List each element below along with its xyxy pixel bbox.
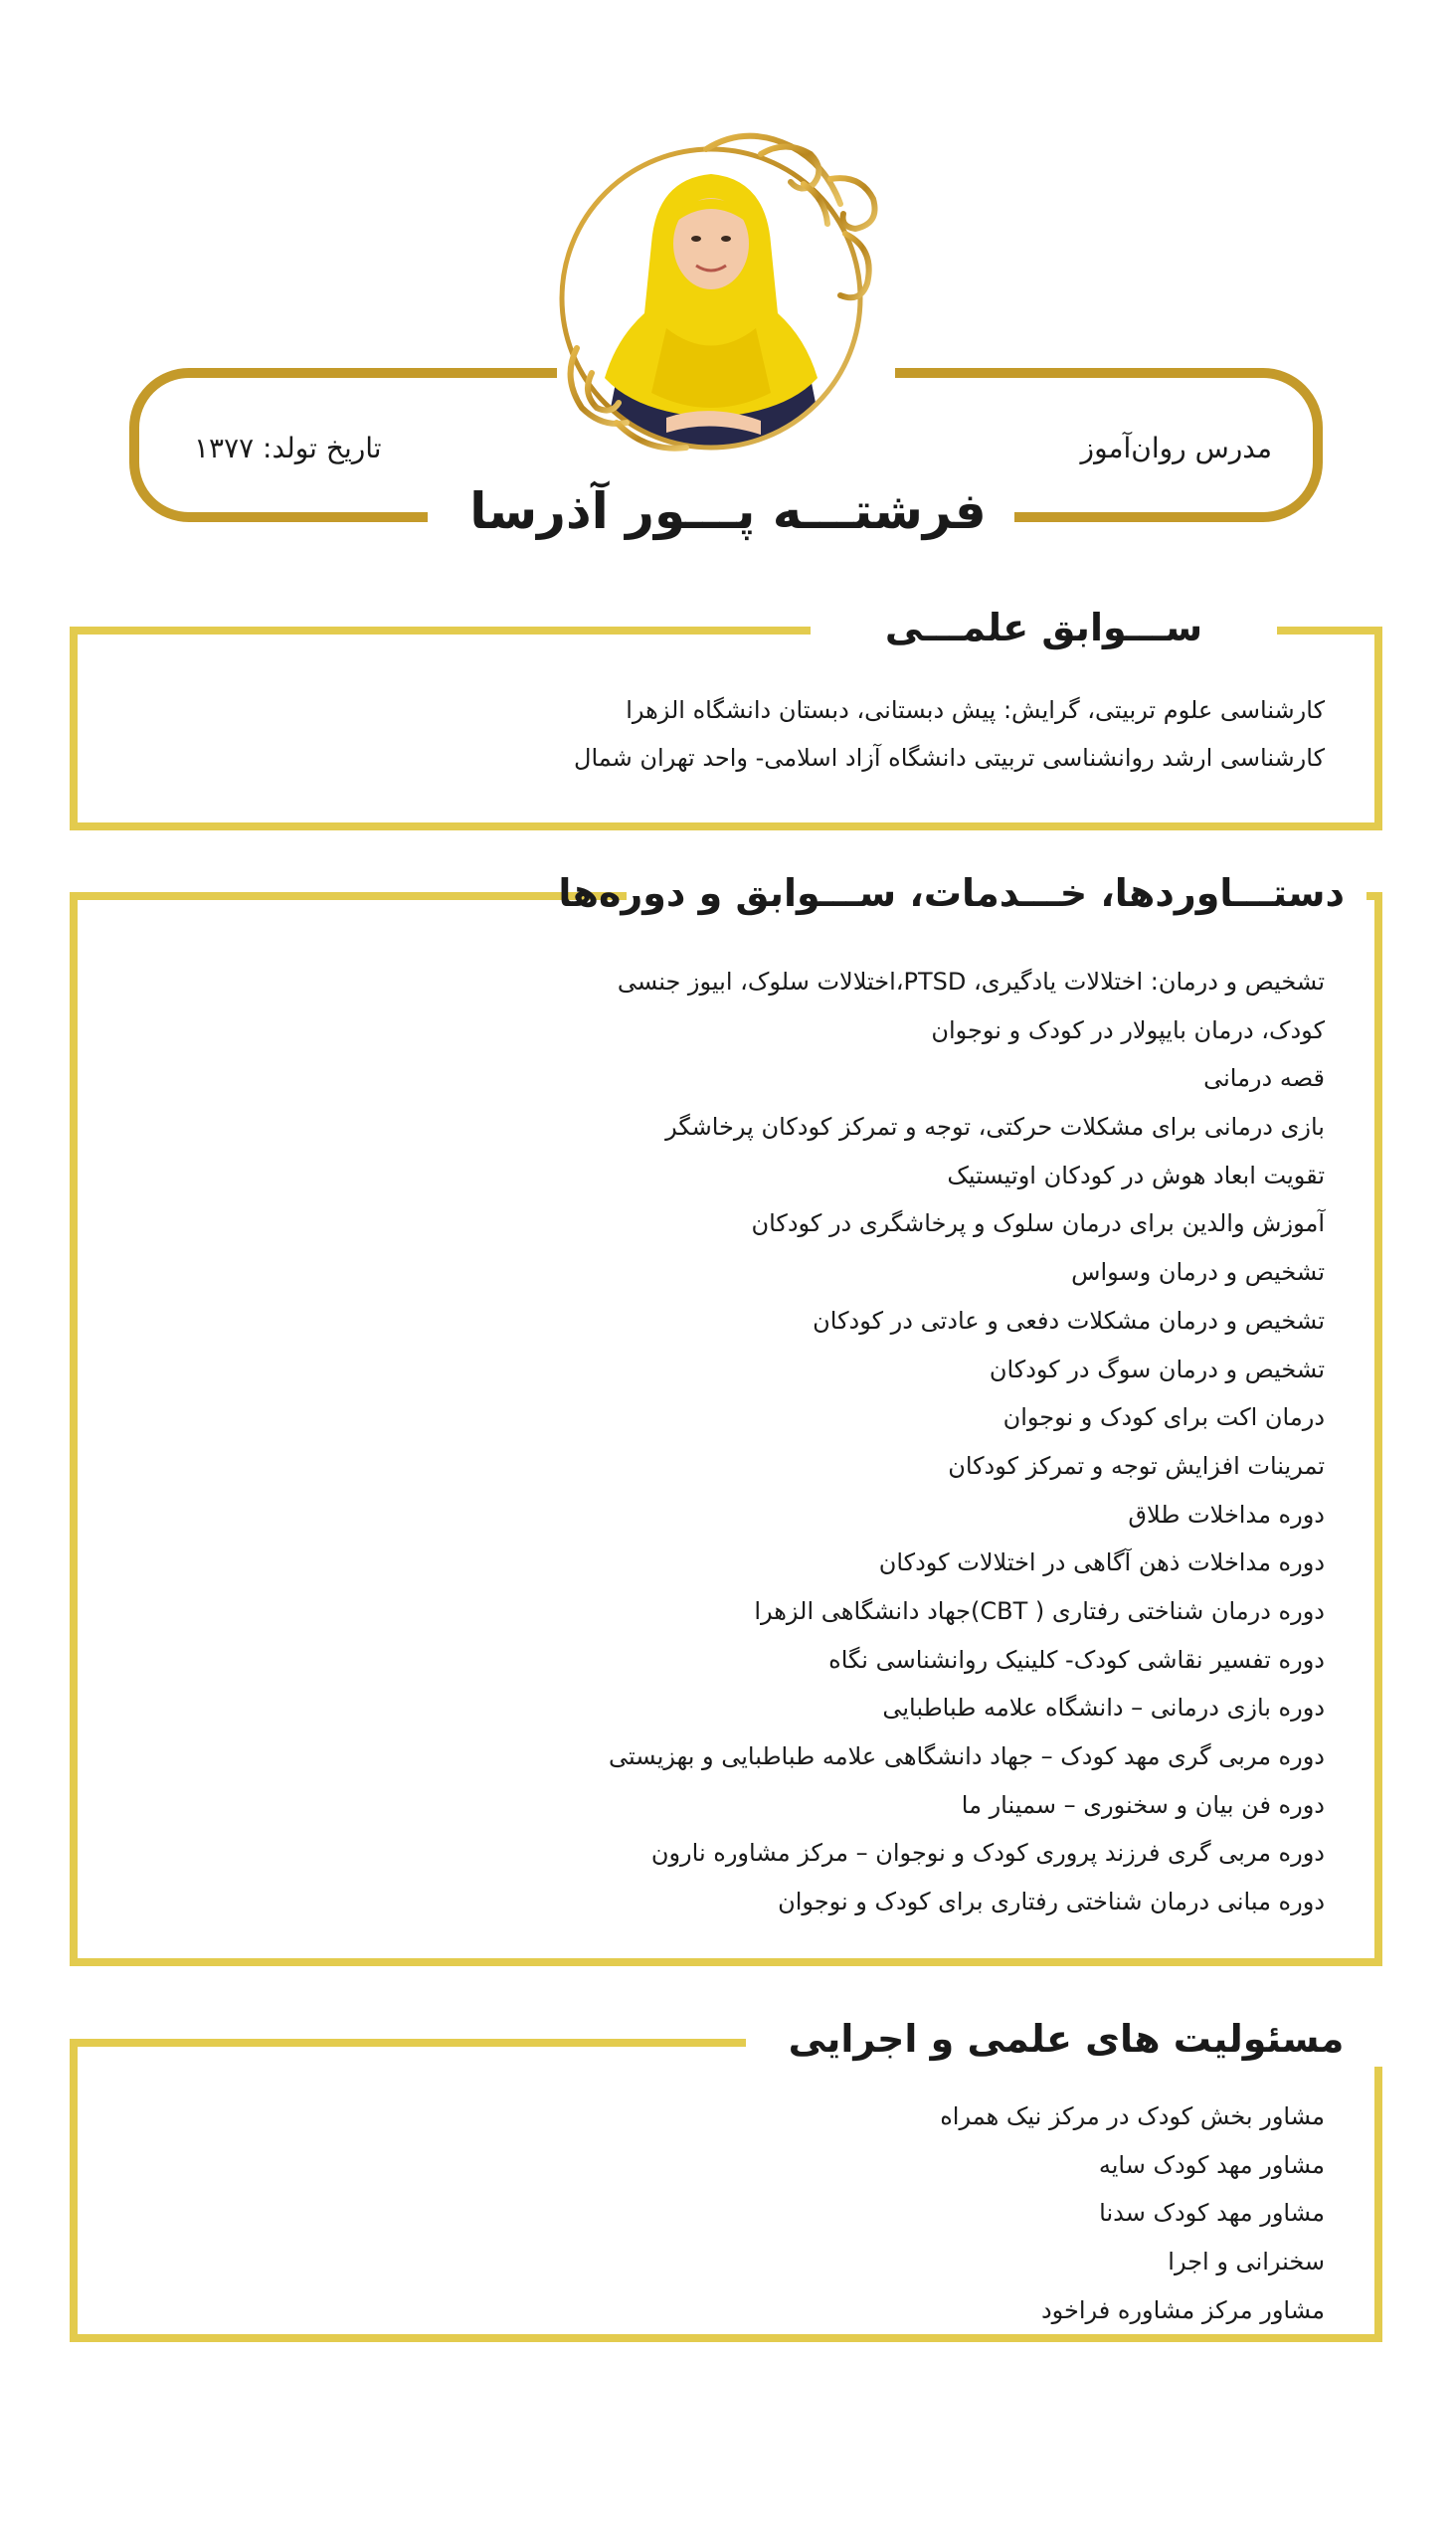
- achievement-item: دوره بازی درمانی – دانشگاه علامه طباطبایی: [882, 1694, 1325, 1723]
- academic-item: کارشناسی علوم تربیتی، گرایش: پیش دبستانی، دبستان دانشگاه الزهرا: [626, 696, 1325, 724]
- birth-date: تاریخ تولد: ۱۳۷۷: [194, 432, 382, 464]
- academic-section-title: ســـوابق علمـــی: [811, 600, 1277, 655]
- achievement-item: دوره فن بیان و سخنوری – سمینار ما: [961, 1790, 1325, 1819]
- achievement-item: قصه درمانی: [1203, 1064, 1325, 1093]
- achievement-item: دوره مربی گری مهد کودک – جهاد دانشگاهی علامه طباطبایی و بهزیستی: [609, 1742, 1325, 1770]
- achievement-item: دوره درمان شناختی رفتاری ( CBT)جهاد دانشگاهی الزهرا: [754, 1596, 1325, 1625]
- achievement-item: تشخیص و درمان سوگ در کودکان: [989, 1355, 1325, 1383]
- achievement-item: دوره مربی گری فرزند پروری کودک و نوجوان – مرکز مشاوره نارون: [650, 1839, 1325, 1868]
- academic-list: [574, 686, 1325, 782]
- responsibility-item: مشاور مهد کودک سایه: [1098, 2150, 1325, 2179]
- achievement-item: دوره مداخلات ذهن آگاهی در اختلالات کودکان: [878, 1548, 1325, 1577]
- achievement-item: آموزش والدین برای درمان سلوک و پرخاشگری در کودکان: [751, 1209, 1325, 1238]
- achievement-item: تشخیص و درمان مشکلات دفعی و عادتی در کودکان: [813, 1306, 1325, 1335]
- achievement-item: دوره مداخلات طلاق: [1128, 1500, 1325, 1529]
- achievement-item: بازی درمانی برای مشکلات حرکتی، توجه و تمرکز کودکان پرخاشگر: [665, 1113, 1325, 1142]
- job-title: مدرس روان‌آموز: [1080, 432, 1272, 464]
- responsibilities-section-title: مسئولیت های علمی و اجرایی: [746, 2011, 1386, 2067]
- responsibility-item: سخنرانی و اجرا: [1168, 2248, 1325, 2276]
- achievement-item: درمان اکت برای کودک و نوجوان: [1002, 1403, 1325, 1432]
- profile-portrait: [557, 124, 895, 462]
- achievement-item: دوره تفسیر نقاشی کودک- کلینیک روانشناسی نگاه: [828, 1645, 1325, 1674]
- academic-item: کارشناسی ارشد روانشناسی تربیتی دانشگاه آزاد اسلامی- واحد تهران شمال: [574, 744, 1325, 772]
- achievement-item: تمرینات افزایش توجه و تمرکز کودکان: [948, 1451, 1325, 1480]
- achievement-item: کودک، درمان بایپولار در کودک و نوجوان: [931, 1015, 1325, 1044]
- responsibility-item: مشاور بخش کودک در مرکز نیک همراه: [940, 2102, 1325, 2130]
- achievement-item: تشخیص و درمان وسواس: [1071, 1258, 1325, 1287]
- achievement-item: دوره مبانی درمان شناختی رفتاری برای کودک و نوجوان: [778, 1888, 1325, 1916]
- responsibilities-list: [940, 2092, 1325, 2334]
- responsibility-item: مشاور مرکز مشاوره فراخود: [1040, 2295, 1325, 2324]
- achievements-list: [609, 958, 1325, 1926]
- person-name: فرشتـــه پـــور آذرسا: [469, 482, 987, 540]
- responsibility-item: مشاور مهد کودک سدنا: [1099, 2199, 1325, 2228]
- achievement-item: تشخیص و درمان: اختلالات یادگیری، PTSD،اختلالات سلوک، ابیوز جنسی: [617, 968, 1325, 996]
- achievement-item: تقویت ابعاد هوش در کودکان اوتیستیک: [947, 1161, 1325, 1189]
- achievements-section-title: دستـــاوردها، خـــدمات، ســـوابق و دوره‌ها: [627, 865, 1366, 921]
